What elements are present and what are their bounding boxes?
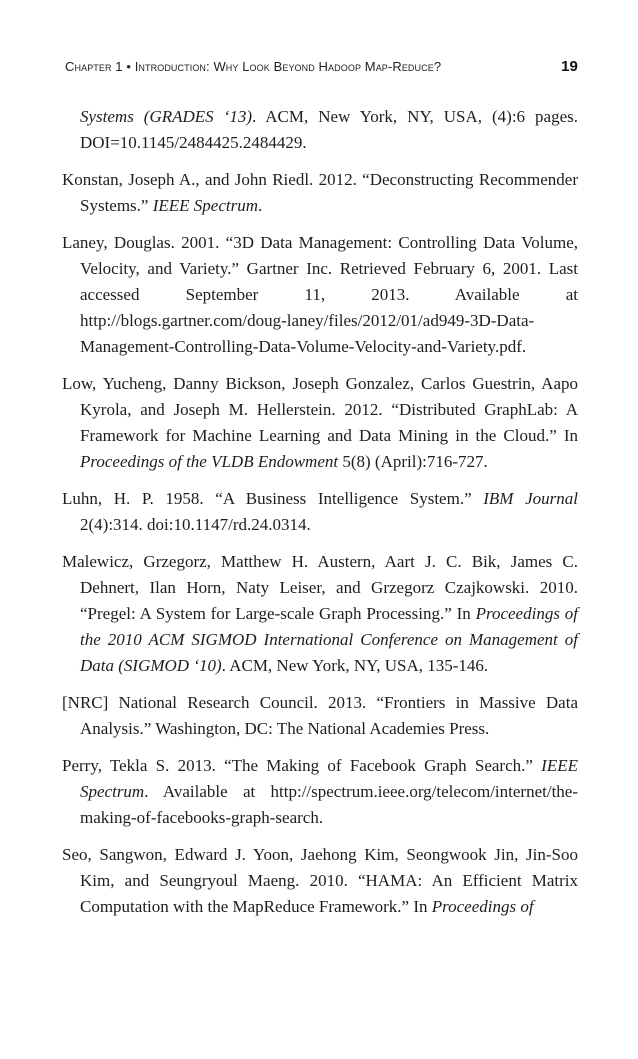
reference-entry	[62, 167, 578, 219]
reference-text: Perry, Tekla S. 2013. “The Making of Facebook Graph Search.”	[62, 756, 542, 775]
reference-italic-text: IBM Journal	[483, 489, 578, 508]
reference-text: [NRC] National Research Council. 2013. “Frontiers in Massive Data Analysis.” Washington, DC: The National Academies Press.	[62, 693, 578, 738]
reference-text: Luhn, H. P. 1958. “A Business Intelligence System.”	[62, 489, 484, 508]
reference-italic-text: Proceedings of the VLDB Endowment	[80, 452, 339, 471]
reference-entry	[62, 486, 578, 538]
reference-entry	[62, 753, 578, 831]
reference-text: .	[258, 196, 263, 215]
reference-entry	[62, 690, 578, 742]
reference-entry	[62, 230, 578, 360]
reference-continued	[62, 104, 578, 156]
reference-entry	[62, 842, 578, 920]
reference-text: Konstan, Joseph A., and John Riedl. 2012. “Deconstructing Recommender Systems.”	[62, 170, 578, 215]
reference-text: . ACM, New York, NY, USA, (4):6 pages. DOI=10.1145/2484425.2484429.	[80, 107, 578, 152]
chapter-title: Chapter 1 • Introduction: Why Look Beyond Hadoop Map-Reduce?	[65, 59, 442, 74]
reference-list	[62, 104, 578, 931]
reference-text: 5(8) (April):716-727.	[338, 452, 488, 471]
reference-text: . Available at http://spectrum.ieee.org/telecom/internet/the-making-of-facebooks-graph-search.	[80, 782, 578, 827]
reference-text: Low, Yucheng, Danny Bickson, Joseph Gonzalez, Carlos Guestrin, Aapo Kyrola, and Joseph M. Hellerstein. 2012. “Distributed GraphLab: A Framework for Machine Learning and Data Mining in the Cloud.” In	[62, 374, 578, 445]
reference-text: 2(4):314. doi:10.1147/rd.24.0314.	[80, 515, 311, 534]
reference-italic-text: IEEE Spectrum	[80, 756, 578, 801]
running-header	[62, 59, 578, 81]
reference-italic-text: Proceedings of the 2010 ACM SIGMOD International Conference on Management of Data (SIGMOD ‘10)	[80, 604, 578, 675]
reference-entry	[62, 549, 578, 679]
page-number: 19	[561, 58, 578, 75]
reference-entry	[62, 371, 578, 475]
reference-italic-text: Systems (GRADES ‘13)	[80, 107, 252, 126]
reference-text: Seo, Sangwon, Edward J. Yoon, Jaehong Kim, Seongwook Jin, Jin-Soo Kim, and Seungryoul Maeng. 2010. “HAMA: An Efficient Matrix Computation with the MapReduce Framework.” In	[62, 845, 578, 916]
reference-italic-text: Proceedings of	[431, 897, 534, 916]
reference-text: Malewicz, Grzegorz, Matthew H. Austern, Aart J. C. Bik, James C. Dehnert, Ilan Horn, Naty Leiser, and Grzegorz Czajkowski. 2010. “Pregel: A System for Large-scale Graph Processing.” In	[62, 552, 578, 623]
reference-text: Laney, Douglas. 2001. “3D Data Management: Controlling Data Volume, Velocity, and Variety.” Gartner Inc. Retrieved February 6, 2001. Last accessed September 11, 2013. Available at http://blogs.gartner.com/doug-laney/files/2012/01/ad949-3D-Data-Management-Controlling-Data-Volume-Velocity-and-Variety.pdf.	[62, 233, 578, 356]
reference-italic-text: IEEE Spectrum	[152, 196, 259, 215]
reference-text: . ACM, New York, NY, USA, 135-146.	[221, 656, 489, 675]
